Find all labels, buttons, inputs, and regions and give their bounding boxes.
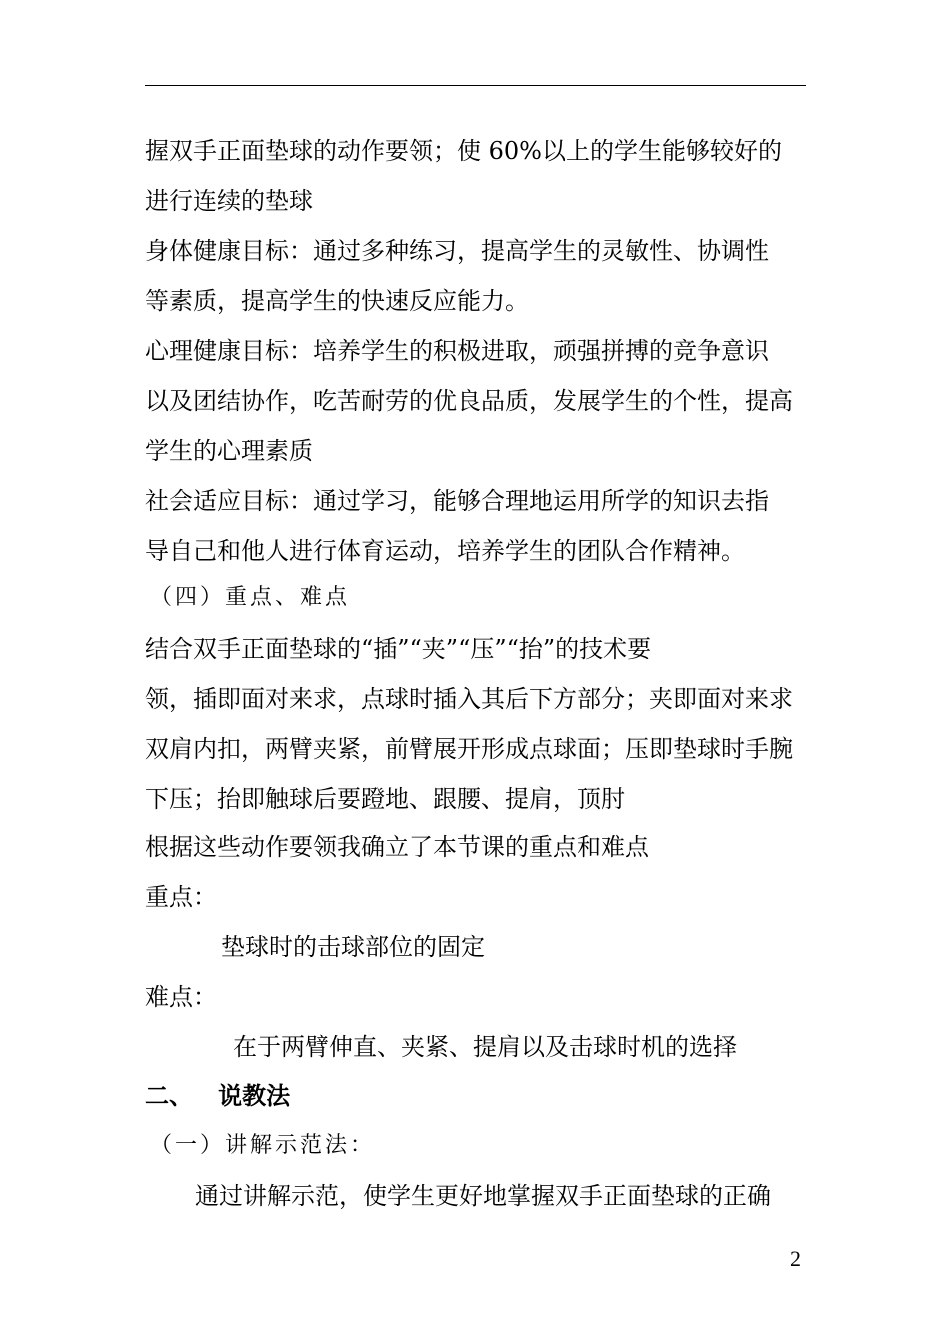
difficulty-label: 难点： [145, 983, 217, 1011]
body-line: 领，插即面对来求，点球时插入其后下方部分；夹即面对来求 [145, 685, 793, 713]
difficulty-text: 在于两臂伸直、夹紧、提肩以及击球时机的选择 [233, 1033, 737, 1061]
page-number: 2 [790, 1246, 801, 1271]
section-heading: （四）重点、难点 [150, 585, 351, 610]
body-line: 身体健康目标：通过多种练习，提高学生的灵敏性、协调性 [145, 237, 769, 265]
key-point-text: 垫球时的击球部位的固定 [221, 933, 485, 961]
body-line: 根据这些动作要领我确立了本节课的重点和难点 [145, 833, 649, 861]
header-rule [145, 85, 806, 86]
body-line: 握双手正面垫球的动作要领；使 60%以上的学生能够较好的 [145, 137, 782, 165]
body-line: 下压；抬即触球后要蹬地、跟腰、提肩，顶肘 [145, 785, 625, 813]
body-line: 学生的心理素质 [145, 437, 313, 465]
body-line: 以及团结协作，吃苦耐劳的优良品质，发展学生的个性，提高 [145, 387, 793, 415]
body-line: 等素质，提高学生的快速反应能力。 [145, 287, 529, 315]
body-line: 双肩内扣，两臂夹紧，前臂展开形成点球面；压即垫球时手腕 [145, 735, 793, 763]
body-line: 心理健康目标：培养学生的积极进取，顽强拼搏的竞争意识 [145, 337, 769, 365]
body-line: 导自己和他人进行体育运动，培养学生的团队合作精神。 [145, 537, 745, 565]
body-line: 社会适应目标：通过学习，能够合理地运用所学的知识去指 [145, 487, 769, 515]
section-heading-teaching-method: 二、 说教法 [145, 1081, 291, 1110]
body-line: 通过讲解示范，使学生更好地掌握双手正面垫球的正确 [195, 1182, 771, 1210]
body-line: 结合双手正面垫球的“插”“夹”“压”“抬”的技术要 [145, 635, 652, 663]
key-point-label: 重点： [145, 883, 217, 911]
body-line: 进行连续的垫球 [145, 187, 313, 215]
subsection-heading: （一）讲解示范法： [150, 1133, 376, 1158]
